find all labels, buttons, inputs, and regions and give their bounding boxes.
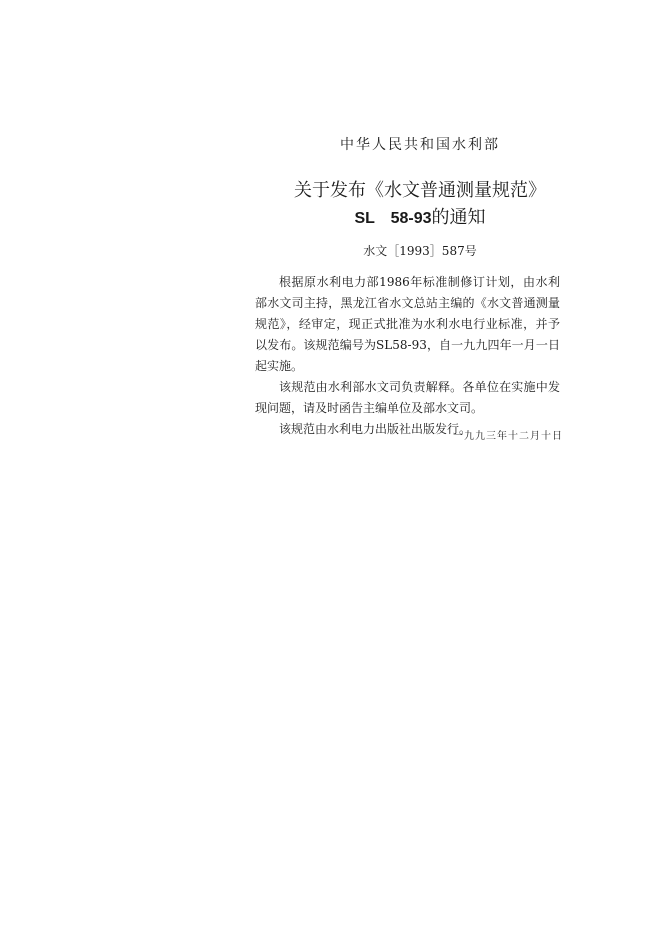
standard-code: SL 58-93 (354, 210, 432, 227)
body-paragraph: 该规范由水利部水文司负责解释。各单位在实施中发现问题，请及时函告主编单位及部水文司。 (255, 380, 560, 415)
issuer-heading: 中华人民共和国水利部 (340, 137, 500, 153)
body-paragraph: 该规范由水利电力出版社出版发行。 (279, 422, 472, 436)
notice-title-suffix: 的通知 (431, 207, 486, 228)
issue-date: 一九九三年十二月十日 (453, 431, 563, 442)
notice-body (255, 272, 560, 440)
notice-title-line2 (255, 203, 585, 229)
body-paragraph: 根据原水利电力部1986年标准制修订计划，由水利部水文司主持，黑龙江省水文总站主编的《水文普通测量规范》，经审定，现正式批准为水利水电行业标准，并予以发布。该规范编号为SL58-93，自一九九四年一月一日起实施。 (255, 275, 560, 373)
notice-title-line1: 关于发布《水文普通测量规范》 (294, 180, 546, 201)
document-number: 水文［1993］587号 (363, 244, 477, 258)
